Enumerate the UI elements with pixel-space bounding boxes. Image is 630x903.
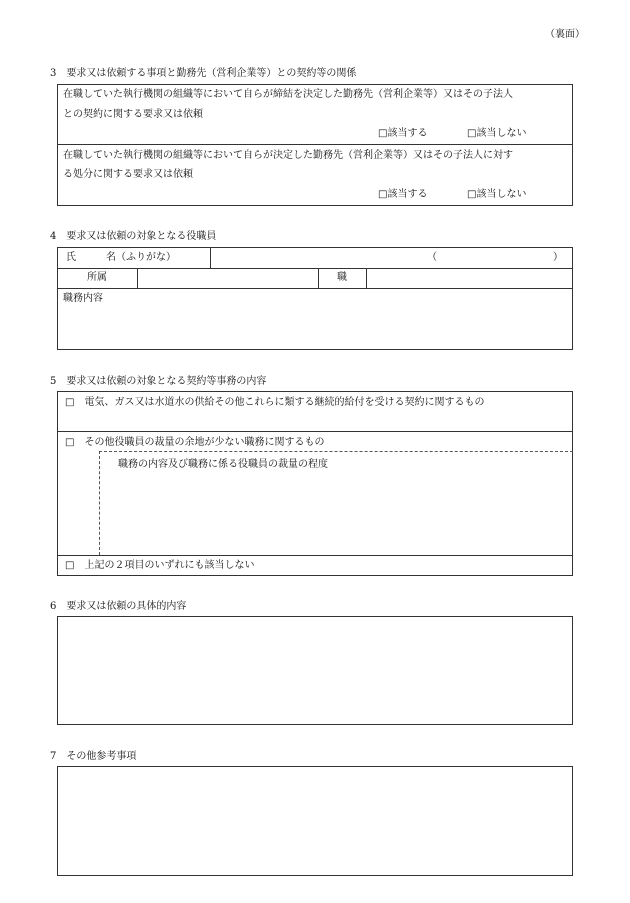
- post-label: 職: [337, 272, 347, 283]
- section-7-textbox[interactable]: [57, 766, 573, 876]
- section-5-heading: 5 要求又は依頼の対象となる契約等事務の内容: [50, 376, 267, 387]
- s5-option-none[interactable]: □ 上記の２項目のいずれにも該当しない: [65, 560, 255, 571]
- s3-row2-text-line1: 在職していた執行機関の組織等において自らが決定した勤務先（営利企業等）又はその子法人に対す: [63, 150, 513, 161]
- s5-discretion-description-label: 職務の内容及び職務に係る役職員の裁量の程度: [118, 459, 328, 470]
- page-side-label: （裏面）: [545, 29, 585, 40]
- s3-row2-text-line2: る処分に関する要求又は依頼: [63, 169, 193, 180]
- section-6-heading: 6 要求又は依頼の具体的内容: [50, 601, 187, 612]
- s3-row1-text-line2: との契約に関する要求又は依頼: [63, 109, 203, 120]
- furigana-paren-open: （: [427, 252, 437, 263]
- section-3-heading: 3 要求又は依頼する事項と勤務先（営利企業等）との契約等の関係: [50, 68, 357, 79]
- s3-row2-not-applicable-checkbox[interactable]: □該当しない: [467, 189, 527, 200]
- s3-row1-not-applicable-checkbox[interactable]: □該当しない: [467, 128, 527, 139]
- s5-option-low-discretion[interactable]: □ その他役職員の裁量の余地が少ない職務に関するもの: [65, 437, 325, 448]
- section-3-row-divider: [57, 144, 573, 145]
- duties-label: 職務内容: [63, 293, 103, 304]
- s3-row1-text-line1: 在職していた執行機関の組織等において自らが締結を決定した勤務先（営利企業等）又はその子法人: [63, 89, 513, 100]
- section-5-table: [57, 391, 573, 576]
- s3-row2-applicable-checkbox[interactable]: □該当する: [378, 189, 428, 200]
- section-6-textbox[interactable]: [57, 616, 573, 725]
- s5-option-utility-contract[interactable]: □ 電気、ガス又は水道水の供給その他これらに類する継続的給付を受ける契約に関するもの: [65, 397, 485, 408]
- s3-row1-applicable-checkbox[interactable]: □該当する: [378, 128, 428, 139]
- furigana-paren-close: ）: [553, 252, 563, 263]
- section-7-heading: 7 その他参考事項: [50, 751, 137, 762]
- section-4-heading: 4 要求又は依頼の対象となる役職員: [50, 231, 217, 242]
- affiliation-label: 所属: [87, 272, 107, 283]
- name-label: 氏 名（ふりがな）: [66, 252, 176, 263]
